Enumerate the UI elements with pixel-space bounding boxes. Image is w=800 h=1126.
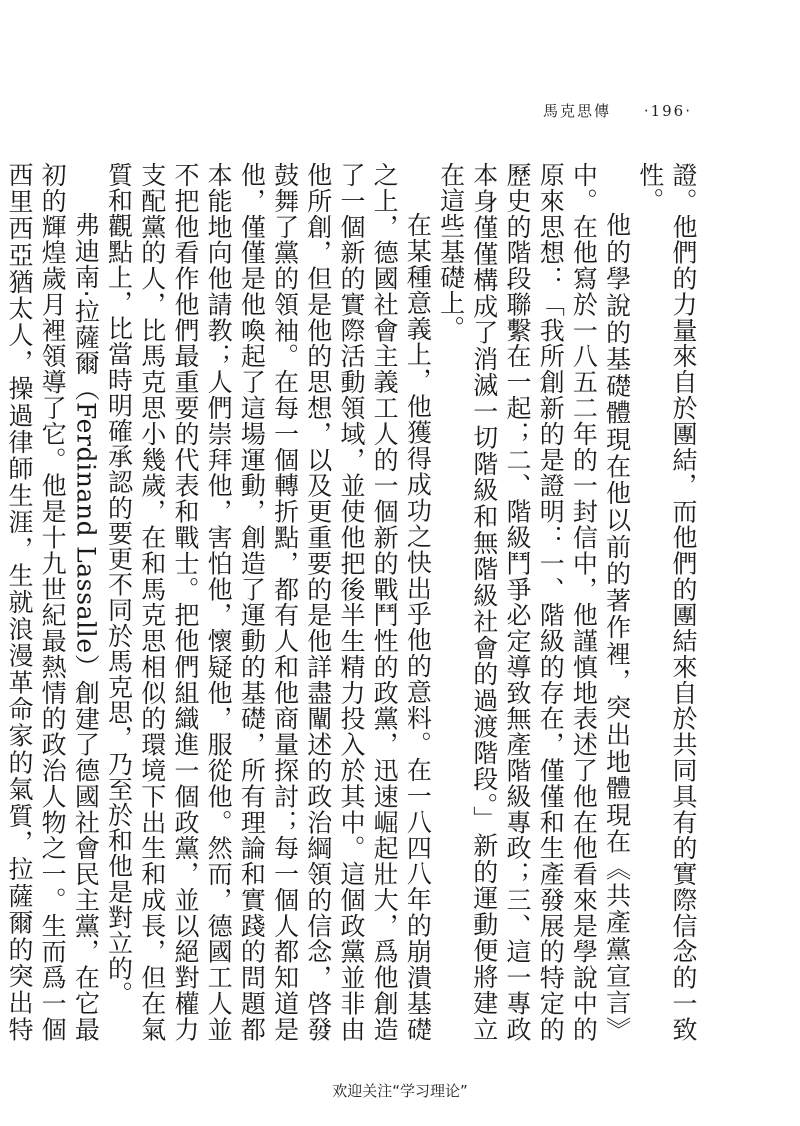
footer-caption: 欢迎关注“学习理论” — [332, 1082, 468, 1100]
running-head-title: 馬克思傳 — [543, 102, 612, 120]
paragraph-doctrine: 他的學說的基礎體現在他以前的著作裡，突出地體現在《共產黨宣言》中。在他寫於一八五二年的一封信中，他謹慎地表述了他在他看來是學說中的原來思想：「我所創新的是證明：一、階級的存在，僅僅和生產發展的特定的歷史的階段聯繫在一起；二、階級鬥爭必定導致無產階級專政；三、這一專政本身僅僅構成了消滅一切階級和無階級社會的過渡階段。」新的運動便將建立在這些基礎上。 — [436, 162, 632, 1042]
paragraph-party: 在某種意義上，他獲得成功之快出乎他的意料。在一八四八年的崩潰基礎之上，德國社會主義工人的一個新的戰鬥性的政黨，迅速崛起壯大，爲他創造了一個新的實際活動領域，並使他把後半生精力投入於其中。這個政黨並非由他所創，但是他的思想，以及更重要的是他詳盡闡述的政治綱領的信念，啓發鼓舞了黨的領袖。在每一個轉折點，都有人和他商量探討；每一個人都知道是他，僅僅是他喚起了這場運動，創造了運動的基礎，所有理論和實踐的問題都本能地向他請教；人們崇拜他，害怕他，懷疑他，服從他。然而，德國工人並不把他看作他們最重要的代表和戰士。把他們組織進一個政黨，並以絕對權力支配黨的人，比馬克思小幾歲，在和馬克思相似的環境下出生和成長，但在氣質和觀點上，比當時明確承認的要更不同於馬克思，乃至於和他是對立的。 — [104, 162, 433, 1042]
page-header — [543, 100, 692, 121]
page-number: ‧196‧ — [643, 102, 692, 120]
paragraph-lassalle: 弗迪南‧拉薩爾（Ferdinand Lassalle）創建了德國社會民主黨，在它最初的輝煌歲月裡領導了它。他是十九世紀最熱情的政治人物之一。生而爲一個西里西亞猶太人，操過律師生涯，生就浪漫革命家的氣質，拉薩爾的突出特 — [4, 162, 101, 1042]
paragraph-continued: 證。他們的力量來自於團結，而他們的團結來自於共同具有的實際信念的一致性。 — [635, 162, 698, 1042]
body-text — [4, 162, 700, 1042]
